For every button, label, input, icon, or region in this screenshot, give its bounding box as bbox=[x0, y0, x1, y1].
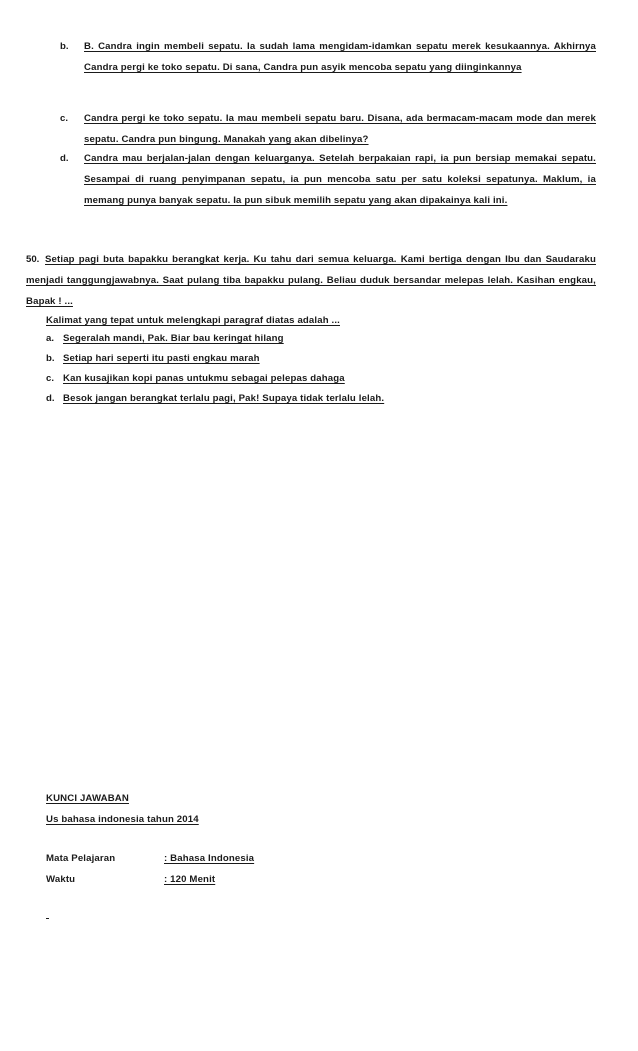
time-row bbox=[46, 869, 215, 890]
option-text: B. Candra ingin membeli sepatu. Ia sudah lama mengidam-idamkan sepatu merek kesukaannya. Akhirnya Candra pergi ke toko sepatu. Di sana, Candra pun asyik mencoba sepatu yang diinginkannya bbox=[84, 41, 596, 73]
trailing-dash-mark bbox=[46, 918, 49, 919]
subject-label: Mata Pelajaran bbox=[46, 853, 116, 864]
answer-text: Besok jangan berangkat terlalu pagi, Pak! Supaya tidak terlalu lelah. bbox=[63, 393, 385, 404]
answer-letter: b. bbox=[46, 353, 55, 364]
answer-letter: c. bbox=[46, 373, 55, 384]
subject-value: : Bahasa Indonesia bbox=[164, 853, 255, 864]
answer-letter: d. bbox=[46, 393, 55, 404]
answer-text: Segeralah mandi, Pak. Biar bau keringat hilang bbox=[63, 333, 284, 344]
answer-letter: a. bbox=[46, 333, 55, 344]
option-letter: b. bbox=[60, 41, 69, 52]
time-label: Waktu bbox=[46, 874, 76, 885]
subject-row bbox=[46, 848, 254, 869]
question-paragraph: Setiap pagi buta bapakku berangkat kerja. Ku tahu dari semua keluarga. Kami bertiga dengan Ibu dan Saudaraku menjadi tanggungjawabnya. Saat pulang tiba bapakku pulang. Beliau duduk bersandar melepas lelah. Kasihan engkau, Bapak ! ... bbox=[26, 254, 596, 307]
option-text: Candra pergi ke toko sepatu. Ia mau membeli sepatu baru. Disana, ada bermacam-macam mode dan merek sepatu. Candra pun bingung. Manakah yang akan dibelinya? bbox=[84, 113, 596, 145]
question-number: 50. bbox=[26, 254, 40, 265]
answer-key-subtitle: Us bahasa indonesia tahun 2014 bbox=[46, 814, 199, 825]
question-prompt: Kalimat yang tepat untuk melengkapi paragraf diatas adalah ... bbox=[46, 315, 340, 326]
answer-text: Setiap hari seperti itu pasti engkau marah bbox=[63, 353, 260, 364]
option-letter: c. bbox=[60, 113, 69, 124]
answer-key-heading: KUNCI JAWABAN bbox=[46, 793, 129, 804]
option-text: Candra mau berjalan-jalan dengan keluarganya. Setelah berpakaian rapi, ia pun bersiap memakai sepatu. Sesampai di ruang penyimpanan sepatu, ia pun mencoba satu per satu koleksi sepatunya. Maklum, ia memang punya banyak sepatu. Ia pun sibuk memilih sepatu yang akan dipakainya kali ini. bbox=[84, 153, 596, 206]
answer-text: Kan kusajikan kopi panas untukmu sebagai pelepas dahaga bbox=[63, 373, 345, 384]
time-value: : 120 Menit bbox=[164, 874, 216, 885]
option-letter: d. bbox=[60, 153, 69, 164]
